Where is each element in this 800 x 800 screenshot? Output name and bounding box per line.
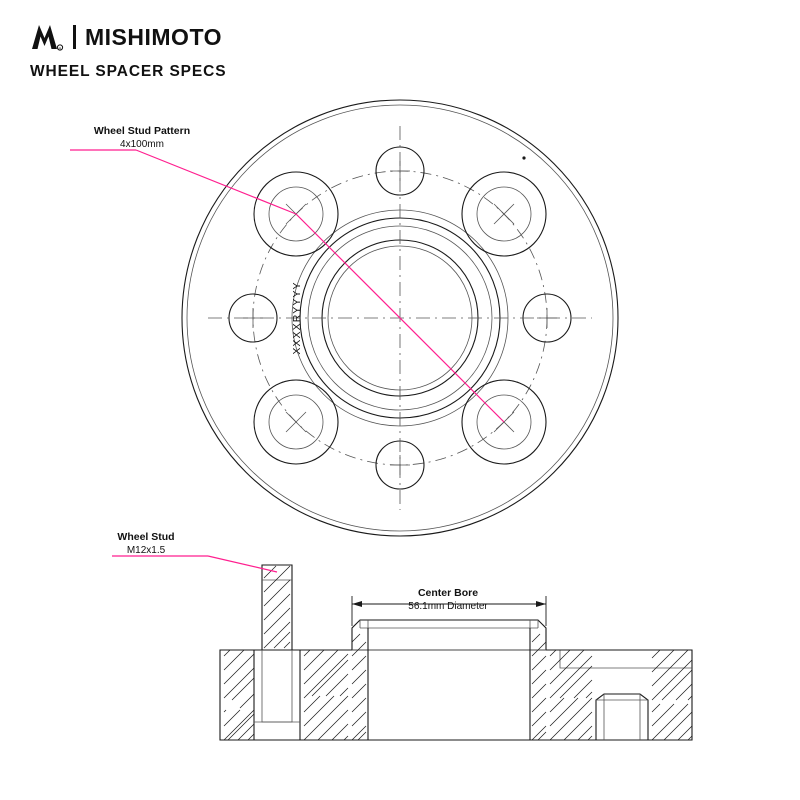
stud-pattern-leader [136,150,296,214]
callout-title: Wheel Stud [117,531,175,543]
page-title: WHEEL SPACER SPECS [30,63,227,80]
callout-center-bore [348,586,548,614]
plate-outline [220,650,692,740]
wheel-stud-leader [208,556,277,572]
detail-dot [522,156,525,159]
callout-value: 56.1mm Diameter [408,601,488,613]
engraving-text: XXXXRYYYY [291,281,303,355]
callout-wheel-stud [86,530,206,558]
callout-leader-lines [70,150,504,572]
svg-text:R: R [58,46,62,51]
callout-value: 4x100mm [120,139,164,151]
hub-boss-outline [352,620,546,650]
callout-title: Center Bore [417,587,479,599]
callout-title: Wheel Stud Pattern [93,125,191,137]
wheel-stud-outline [262,565,292,650]
brand-name: MISHIMOTO [85,23,222,50]
callout-wheel-stud-pattern [62,124,222,152]
callout-value: M12x1.5 [126,545,166,557]
